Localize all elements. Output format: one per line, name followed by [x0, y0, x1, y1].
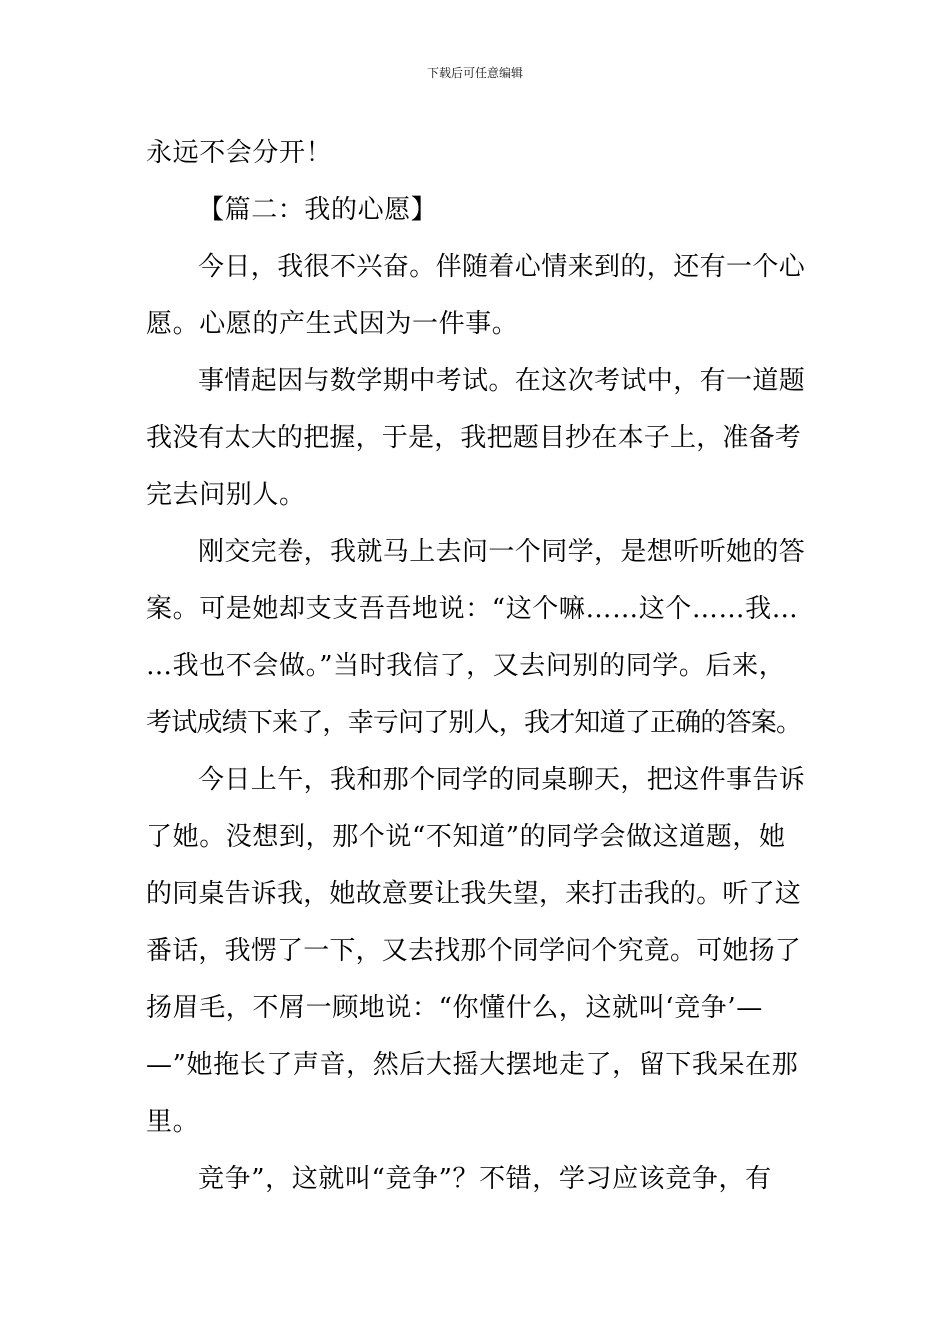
text-line: 番话，我愣了一下，又去找那个同学问个究竟。可她扬了	[146, 936, 802, 966]
text-line: 案。可是她却支支吾吾地说：“这个嘛……这个……我…	[146, 594, 799, 624]
text-line: 完去问别人。	[146, 480, 306, 510]
text-line: 今日上午，我和那个同学的同桌聊天，把这件事告诉	[198, 765, 806, 795]
text-line: 了她。没想到，那个说“不知道”的同学会做这道题，她	[146, 822, 786, 852]
text-line: 事情起因与数学期中考试。在这次考试中，有一道题	[198, 366, 806, 396]
text-line: —”她拖长了声音，然后大摇大摆地走了，留下我呆在那	[146, 1050, 799, 1080]
section-heading: 【篇二：我的心愿】	[198, 195, 438, 225]
text-line: 考试成绩下来了，幸亏问了别人，我才知道了正确的答案。	[146, 708, 802, 738]
text-line: 的同桌告诉我，她故意要让我失望，来打击我的。听了这	[146, 879, 802, 909]
page-header: 下载后可任意编辑	[426, 66, 523, 80]
text-line: 扬眉毛，不屑一顾地说：“你懂什么，这就叫‘竞争’—	[146, 993, 763, 1023]
text-line: …我也不会做。”当时我信了，又去问别的同学。后来，	[146, 651, 786, 681]
text-line: 刚交完卷，我就马上去问一个同学，是想听听她的答	[198, 537, 806, 567]
text-line: 愿。心愿的产生式因为一件事。	[146, 309, 519, 339]
text-line: 我没有太大的把握，于是，我把题目抄在本子上，准备考	[146, 423, 802, 453]
text-line: 里。	[146, 1107, 200, 1137]
text-line: 竞争”，这就叫“竞争”？不错，学习应该竞争，有	[198, 1164, 772, 1194]
text-line: 今日，我很不兴奋。伴随着心情来到的，还有一个心	[198, 252, 806, 282]
text-line: 永远不会分开！	[146, 138, 333, 168]
